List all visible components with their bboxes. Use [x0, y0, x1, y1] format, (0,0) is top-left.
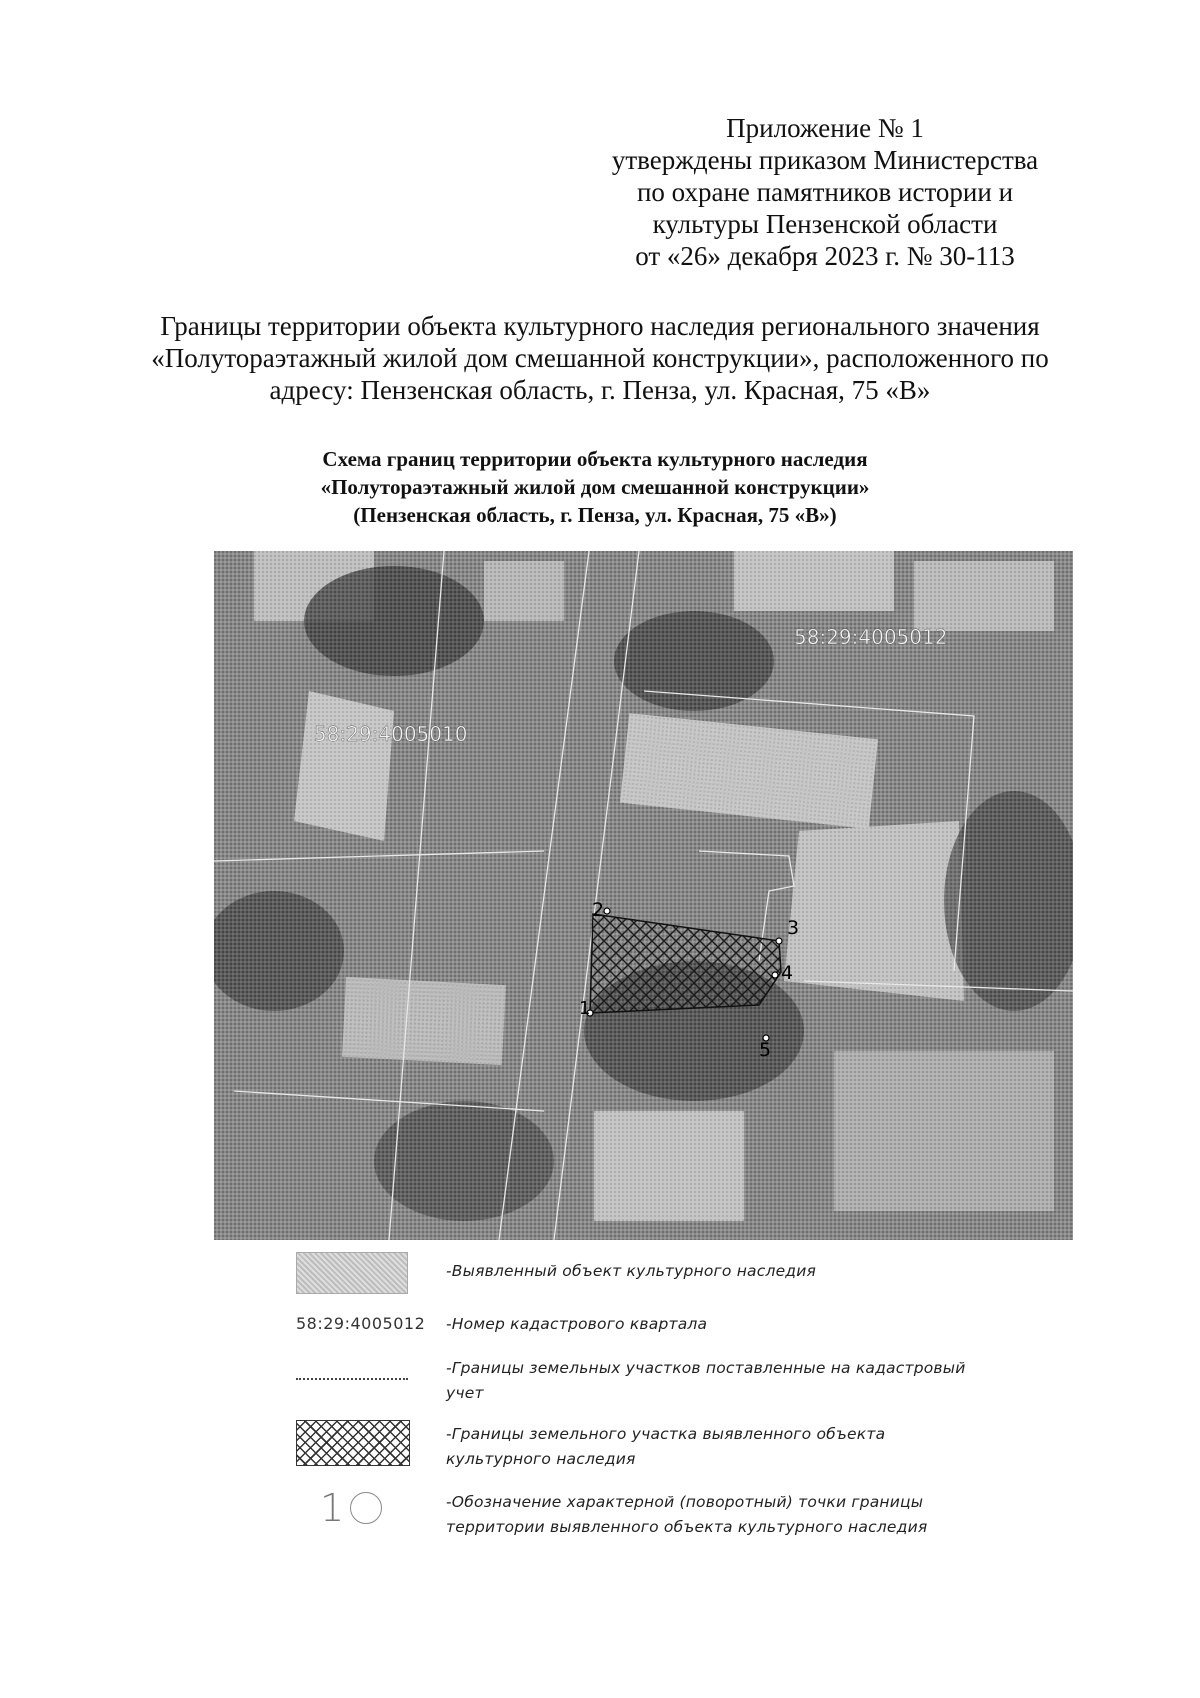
scheme-title-line: «Полутораэтажный жилой дом смешанной конструкции» — [320, 475, 870, 499]
turning-point-marker — [776, 938, 782, 944]
turning-point-marker — [772, 972, 778, 978]
legend-item-turning-point — [296, 1486, 1016, 1536]
circle-icon — [350, 1492, 382, 1524]
document-title — [60, 310, 1140, 406]
legend-text-line: культурного наследия — [446, 1450, 636, 1468]
scheme-title — [120, 445, 1070, 529]
legend-text — [446, 1490, 1006, 1540]
turning-point-label: 3 — [787, 917, 800, 939]
turning-point-label: 2 — [592, 899, 605, 921]
appendix-line: от «26» декабря 2023 г. № 30-113 — [635, 241, 1015, 271]
legend-text: -Номер кадастрового квартала — [446, 1315, 708, 1333]
crosshatch-swatch — [296, 1420, 410, 1466]
turning-point-swatch — [296, 1488, 408, 1528]
turning-point-marker — [604, 908, 610, 914]
document-title-line: Границы территории объекта культурного наследия регионального значения — [160, 311, 1040, 341]
appendix-line: утверждены приказом Министерства — [611, 145, 1039, 175]
turning-point-number: 1 — [320, 1486, 345, 1530]
map-legend — [296, 1252, 1016, 1552]
quarter-label-right: 58:29:4005012 — [794, 625, 948, 649]
aerial-map — [214, 551, 1073, 1240]
document-title-line: адресу: Пензенская область, г. Пенза, ул. Красная, 75 «В» — [269, 375, 931, 405]
legend-text-line: -Границы земельных участков поставленные на кадастровый — [446, 1359, 966, 1377]
turning-point-label: 4 — [781, 962, 794, 984]
dotted-line-swatch — [296, 1378, 408, 1380]
legend-text — [446, 1422, 1006, 1472]
appendix-line: Приложение № 1 — [726, 113, 924, 143]
scheme-title-line: (Пензенская область, г. Пенза, ул. Красная, 75 «В») — [353, 503, 837, 527]
legend-text-line: учет — [446, 1384, 484, 1402]
heritage-object-swatch — [296, 1252, 408, 1294]
turning-point-label: 1 — [579, 998, 591, 1019]
appendix-line: культуры Пензенской области — [652, 209, 998, 239]
scheme-title-line: Схема границ территории объекта культурного наследия — [322, 447, 868, 471]
appendix-line: по охране памятников истории и — [636, 177, 1014, 207]
legend-text-line: территории выявленного объекта культурного наследия — [446, 1518, 928, 1536]
turning-point-label: 5 — [759, 1039, 772, 1061]
document-title-line: «Полутораэтажный жилой дом смешанной конструкции», расположенного по — [151, 343, 1049, 373]
aerial-map-drawing — [214, 551, 1073, 1240]
legend-text: -Выявленный объект культурного наследия — [446, 1262, 817, 1280]
legend-text-line: -Обозначение характерной (поворотный) точки границы — [446, 1493, 924, 1511]
appendix-header — [560, 112, 1090, 272]
legend-text-line: -Границы земельного участка выявленного объекта — [446, 1425, 886, 1443]
legend-text — [446, 1356, 1006, 1406]
quarter-label-left: 58:29:4005010 — [314, 722, 468, 746]
cadastral-quarter-sample: 58:29:4005012 — [296, 1314, 426, 1333]
